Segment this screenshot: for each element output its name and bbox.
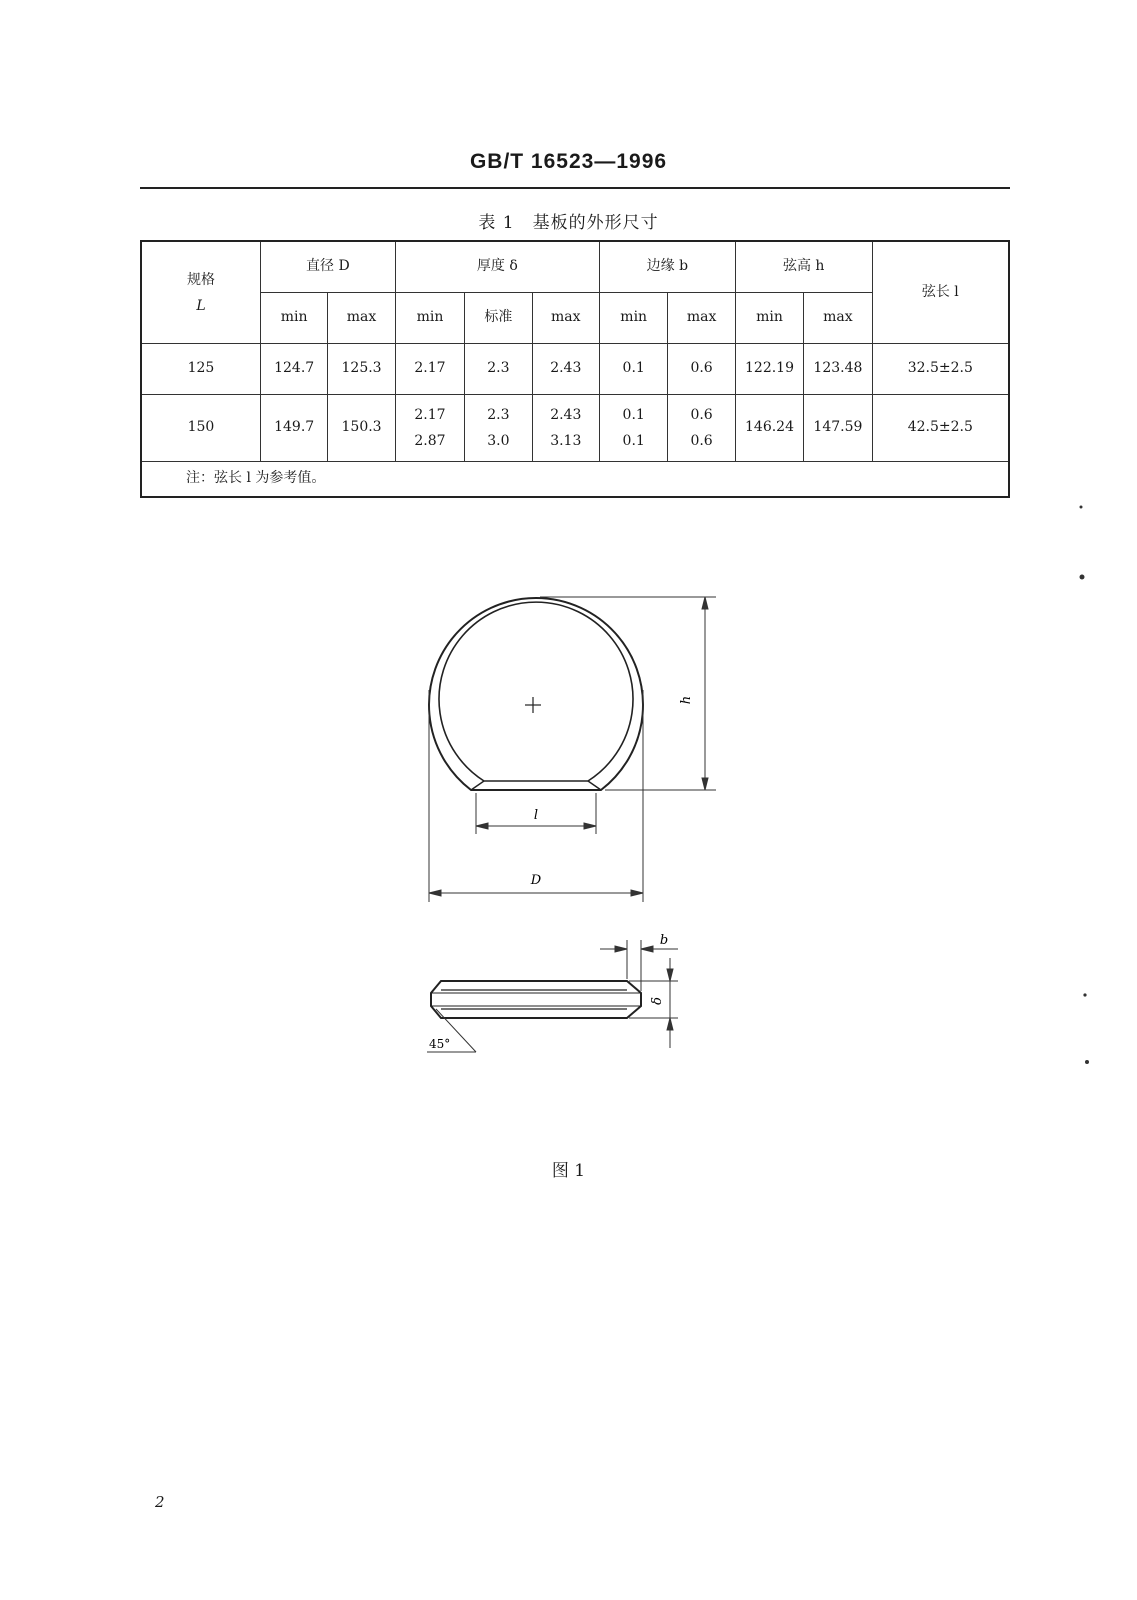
thickness-min-cell: 2.17 (395, 344, 464, 395)
chord-height-max-cell: 147.59 (804, 395, 872, 462)
thickness-max-value: 3.13 (550, 433, 582, 449)
diameter-max-cell: 125.3 (328, 344, 395, 395)
dimension-l-label: l (533, 808, 539, 823)
side-view-profile (431, 981, 641, 1018)
chord-length-header: 弦长 l (872, 241, 1009, 344)
thickness-nominal-value: 2.3 (487, 407, 510, 423)
edge-min-value: 0.1 (622, 433, 645, 449)
edge-min-header: min (599, 293, 667, 344)
spec-cell: 125 (141, 344, 260, 395)
figure-caption: 图 1 (551, 1161, 586, 1181)
thickness-header: 厚度 δ (395, 241, 599, 293)
chamfer-angle-label: 45° (429, 1037, 451, 1051)
chord-height-max-header: max (804, 293, 872, 344)
spec-cell: 150 (141, 395, 260, 462)
diameter-max-header: max (328, 293, 395, 344)
center-mark (525, 697, 541, 713)
edge-max-value: 0.6 (690, 433, 713, 449)
dimension-d-label: D (530, 873, 542, 888)
substrate-outline (429, 598, 643, 790)
edge-min-value: 0.1 (622, 407, 645, 423)
table-caption: 表 1 基板的外形尺寸 (478, 213, 659, 233)
edge-max-value: 0.6 (690, 407, 713, 423)
edge-max-cell: 0.6 (668, 344, 735, 395)
spec-header: 规格 (186, 271, 215, 288)
edge-header: 边缘 b (599, 241, 735, 293)
edge-min-cell: 0.1 (599, 344, 667, 395)
diameter-max-cell: 150.3 (328, 395, 395, 462)
standard-number-header: GB/T 16523—1996 (469, 150, 668, 173)
thickness-nominal-value: 3.0 (487, 433, 510, 449)
diameter-min-cell: 124.7 (260, 344, 327, 395)
thickness-max-header: max (532, 293, 599, 344)
diameter-min-header: min (260, 293, 327, 344)
diameter-min-cell: 149.7 (260, 395, 327, 462)
scan-specks (1080, 506, 1090, 1065)
dimension-b-label: b (659, 933, 669, 948)
chord-height-min-cell: 122.19 (735, 344, 803, 395)
chord-height-min-cell: 146.24 (735, 395, 803, 462)
dimension-delta-label: δ (650, 997, 665, 1005)
chord-height-min-header: min (735, 293, 803, 344)
chord-height-header: 弦高 h (735, 241, 872, 293)
chord-length-cell: 32.5±2.5 (872, 344, 1009, 395)
thickness-min-header: min (395, 293, 464, 344)
chord-length-cell: 42.5±2.5 (872, 395, 1009, 462)
page-number: 2 (155, 1493, 165, 1511)
thickness-nominal-cell: 2.3 (465, 344, 532, 395)
edge-max-header: max (668, 293, 735, 344)
table-note: 注：弦长 l 为参考值。 (141, 462, 1009, 498)
thickness-max-value: 2.43 (550, 407, 582, 423)
thickness-min-value: 2.87 (414, 433, 446, 449)
thickness-min-value: 2.17 (414, 407, 446, 423)
diameter-header: 直径 D (260, 241, 395, 293)
thickness-max-cell: 2.43 (532, 344, 599, 395)
chord-height-max-cell: 123.48 (804, 344, 872, 395)
thickness-nominal-header: 标准 (465, 293, 532, 344)
spec-symbol: L (196, 297, 206, 314)
dimension-h-label: h (679, 695, 694, 705)
inner-profile (439, 602, 633, 781)
dimension-d (429, 690, 643, 902)
chamfer-line-right (588, 781, 601, 790)
chamfer-line-left (471, 781, 484, 790)
